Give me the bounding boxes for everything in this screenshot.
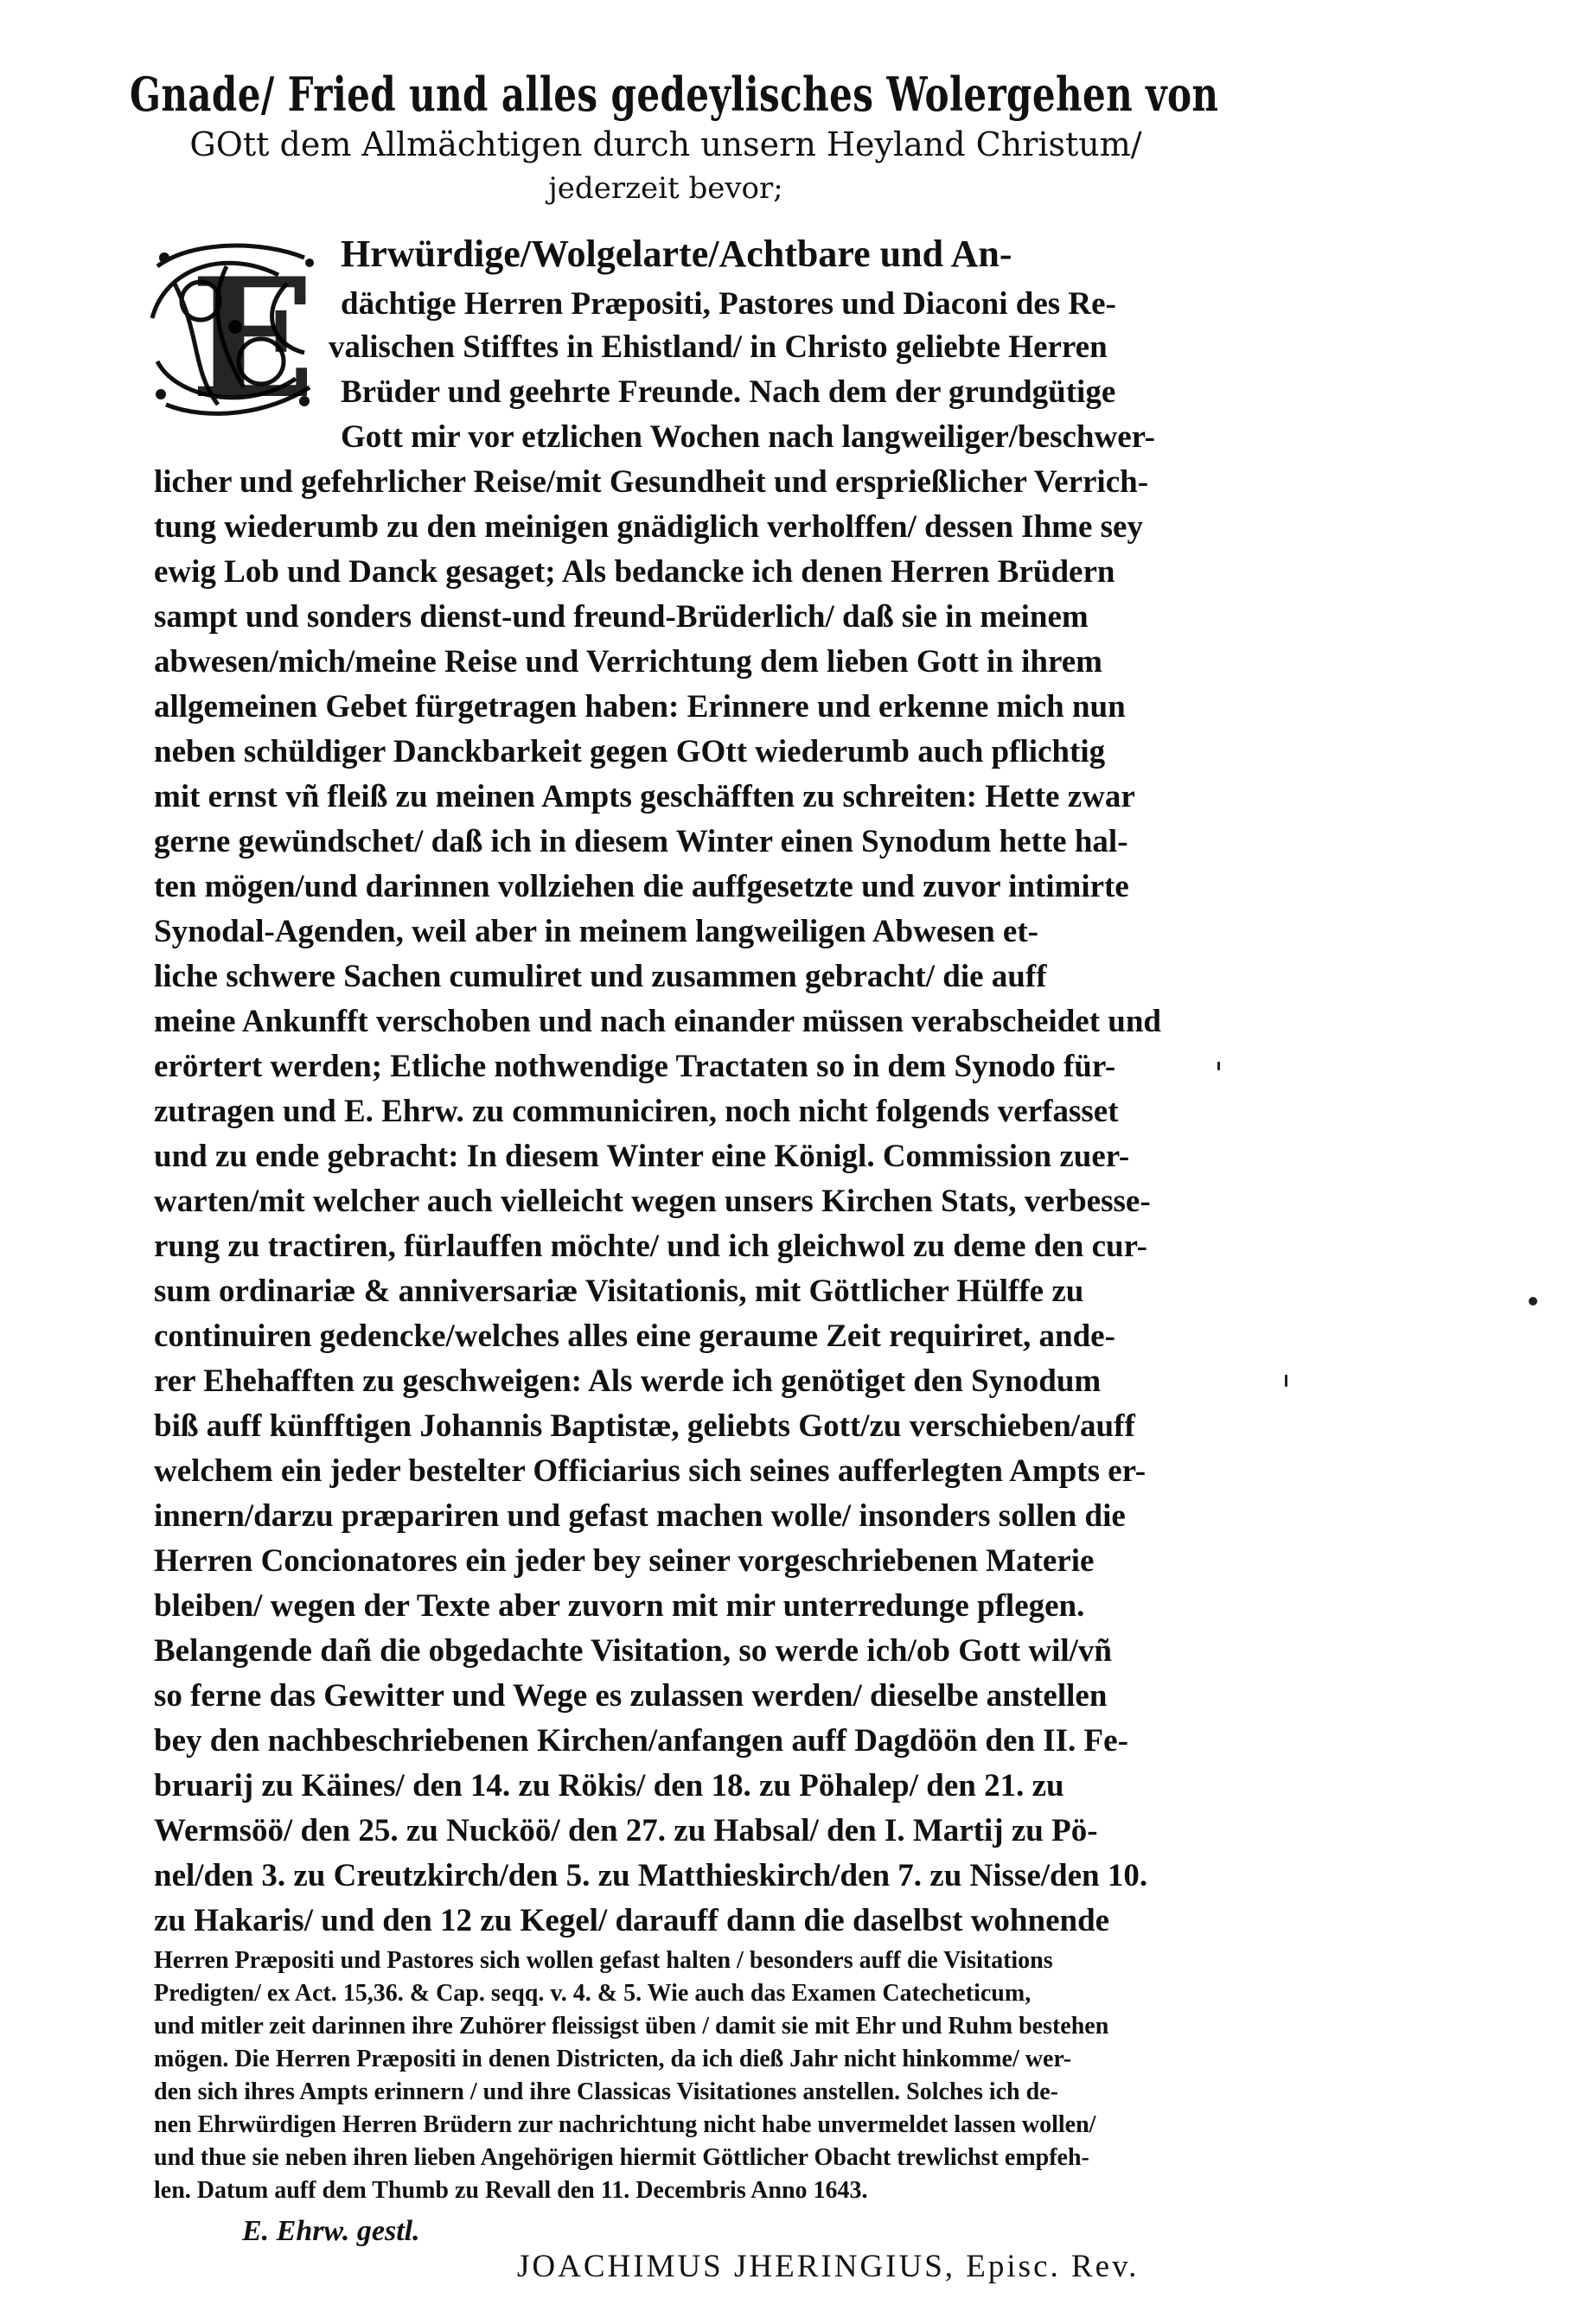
body-line: warten/mit welcher auch vielleicht wegen unsers Kirchen Stats, verbesse- <box>154 1184 1151 1219</box>
body-line: Herren Concionatores ein jeder bey seiner vorgeschriebenen Materie <box>154 1543 1095 1579</box>
ink-speck <box>1217 1062 1220 1070</box>
body-line: liche schwere Sachen cumuliret und zusammen gebracht/ die auff <box>154 959 1047 994</box>
body-line: welchem ein jeder bestelter Officiarius sich seines aufferlegten Ampts er- <box>154 1453 1146 1489</box>
body-line: ten mögen/und darinnen vollziehen die auffgesetzte und zuvor intimirte <box>154 869 1129 904</box>
body-line: continuiren gedencke/welches alles eine geraume Zeit requiriret, ande- <box>154 1318 1115 1354</box>
body-line: mit ernst vñ fleiß zu meinen Ampts geschäfften zu schreiten: Hette zwar <box>154 779 1135 814</box>
body-line: rung zu tractiren, fürlauffen möchte/ und ich gleichwol zu deme den cur- <box>154 1229 1147 1264</box>
ornament-drop-cap-graphic <box>140 232 329 424</box>
body-line: len. Datum auff dem Thumb zu Revall den 11. Decembris Anno 1643. <box>154 2177 868 2204</box>
body-line: valischen Stifftes in Ehistland/ in Christo geliebte Herren <box>329 329 1108 365</box>
body-line: und thue sie neben ihren lieben Angehörigen hiermit Göttlicher Obacht trewlichst empfeh- <box>154 2144 1089 2171</box>
drop-cap-letter: E <box>190 242 316 424</box>
body-line: und zu ende gebracht: In diesem Winter eine Königl. Commission zuer- <box>154 1139 1130 1174</box>
body-line: Predigten/ ex Act. 15,36. & Cap. seqq. v. 4. & 5. Wie auch das Examen Catecheticum, <box>154 1980 1032 2007</box>
body-line: Brüder und geehrte Freunde. Nach dem der grundgütige <box>341 374 1116 410</box>
body-line: Synodal-Agenden, weil aber in meinem langweiligen Abwesen et- <box>154 914 1038 949</box>
body-line: ewig Lob und Danck gesaget; Als bedancke ich denen Herren Brüdern <box>154 554 1115 590</box>
body-line: Wermsöö/ den 25. zu Nucköö/ den 27. zu Habsal/ den I. Martij zu Pö- <box>154 1813 1098 1848</box>
body-line: Hrwürdige/Wolgelarte/Achtbare und An- <box>341 233 1012 275</box>
body-line: gerne gewündschet/ daß ich in diesem Winter einen Synodum hette hal- <box>154 824 1128 859</box>
ink-speck <box>1285 1375 1287 1387</box>
ink-speck <box>1529 1297 1537 1306</box>
body-line: Belangende dañ die obgedachte Visitation, so werde ich/ob Gott wil/vñ <box>154 1633 1113 1669</box>
heading-line-2: GOtt dem Allmächtigen durch unsern Heyland Christum/ <box>189 125 1142 163</box>
body-line: sum ordinariæ & anniversariæ Visitationis, mit Göttlicher Hülffe zu <box>154 1274 1084 1309</box>
heading-line-1: Gnade/ Fried und alles gedeylisches Wolergehen von <box>130 67 1219 122</box>
signature: JOACHIMUS JHERINGIUS, Episc. Rev. <box>517 2249 1140 2284</box>
body-line: mögen. Die Herren Præpositi in denen Districten, da ich dieß Jahr nicht hinkomme/ wer- <box>154 2046 1072 2072</box>
body-line: nen Ehrwürdigen Herren Brüdern zur nachrichtung nicht habe unvermeldet lassen wollen/ <box>154 2111 1096 2138</box>
body-line: so ferne das Gewitter und Wege es zulassen werden/ dieselbe anstellen <box>154 1678 1108 1714</box>
body-line: den sich ihres Ampts erinnern / und ihre Classicas Visitationes anstellen. Solches ich de- <box>154 2078 1058 2105</box>
body-line: licher und gefehrlicher Reise/mit Gesundheit und ersprießlicher Verrich- <box>154 464 1149 500</box>
body-line: erörtert werden; Etliche nothwendige Tractaten so in dem Synodo für- <box>154 1049 1116 1084</box>
body-line: zu Hakaris/ und den 12 zu Kegel/ darauff dann die daselbst wohnende <box>154 1903 1110 1938</box>
body-line: bruarij zu Käines/ den 14. zu Rökis/ den 18. zu Pöhalep/ den 21. zu <box>154 1768 1064 1804</box>
body-line: Gott mir vor etzlichen Wochen nach langweiliger/beschwer- <box>341 419 1156 455</box>
body-line: biß auff künfftigen Johannis Baptistæ, geliebts Gott/zu verschieben/auff <box>154 1408 1135 1444</box>
body-line: rer Ehehafften zu geschweigen: Als werde ich genötiget den Synodum <box>154 1363 1102 1399</box>
body-line: und mitler zeit darinnen ihre Zuhörer fleissigst üben / damit sie mit Ehr und Ruhm bestehen <box>154 2013 1109 2040</box>
body-line: meine Ankunfft verschoben und nach einander müssen verabscheidet und <box>154 1004 1161 1039</box>
body-line: neben schüldiger Danckbarkeit gegen GOtt wiederumb auch pflichtig <box>154 734 1106 769</box>
body-line: abwesen/mich/meine Reise und Verrichtung dem lieben Gott in ihrem <box>154 644 1102 680</box>
body-line: tung wiederumb zu den meinigen gnädiglich verholffen/ dessen Ihme sey <box>154 509 1143 545</box>
heading-line-3: jederzeit bevor; <box>548 171 783 206</box>
body-line: innern/darzu præpariren und gefast machen wolle/ insonders sollen die <box>154 1498 1126 1534</box>
salutation: E. Ehrw. gestl. <box>242 2215 420 2247</box>
body-line: bleiben/ wegen der Texte aber zuvorn mit mir unterredunge pflegen. <box>154 1588 1085 1624</box>
body-line: sampt und sonders dienst-und freund-Brüderlich/ daß sie in meinem <box>154 599 1089 635</box>
body-line: nel/den 3. zu Creutzkirch/den 5. zu Matthieskirch/den 7. zu Nisse/den 10. <box>154 1858 1148 1893</box>
body-line: dächtige Herren Præpositi, Pastores und Diaconi des Re- <box>341 286 1116 322</box>
decorated-initial-icon <box>140 232 329 424</box>
body-line: allgemeinen Gebet fürgetragen haben: Erinnere und erkenne mich nun <box>154 689 1126 725</box>
body-line: zutragen und E. Ehrw. zu communiciren, noch nicht folgends verfasset <box>154 1094 1119 1129</box>
body-line: Herren Præpositi und Pastores sich wollen gefast halten / besonders auff die Visitations <box>154 1947 1053 1974</box>
body-line: bey den nachbeschriebenen Kirchen/anfangen auff Dagdöön den II. Fe- <box>154 1723 1128 1759</box>
